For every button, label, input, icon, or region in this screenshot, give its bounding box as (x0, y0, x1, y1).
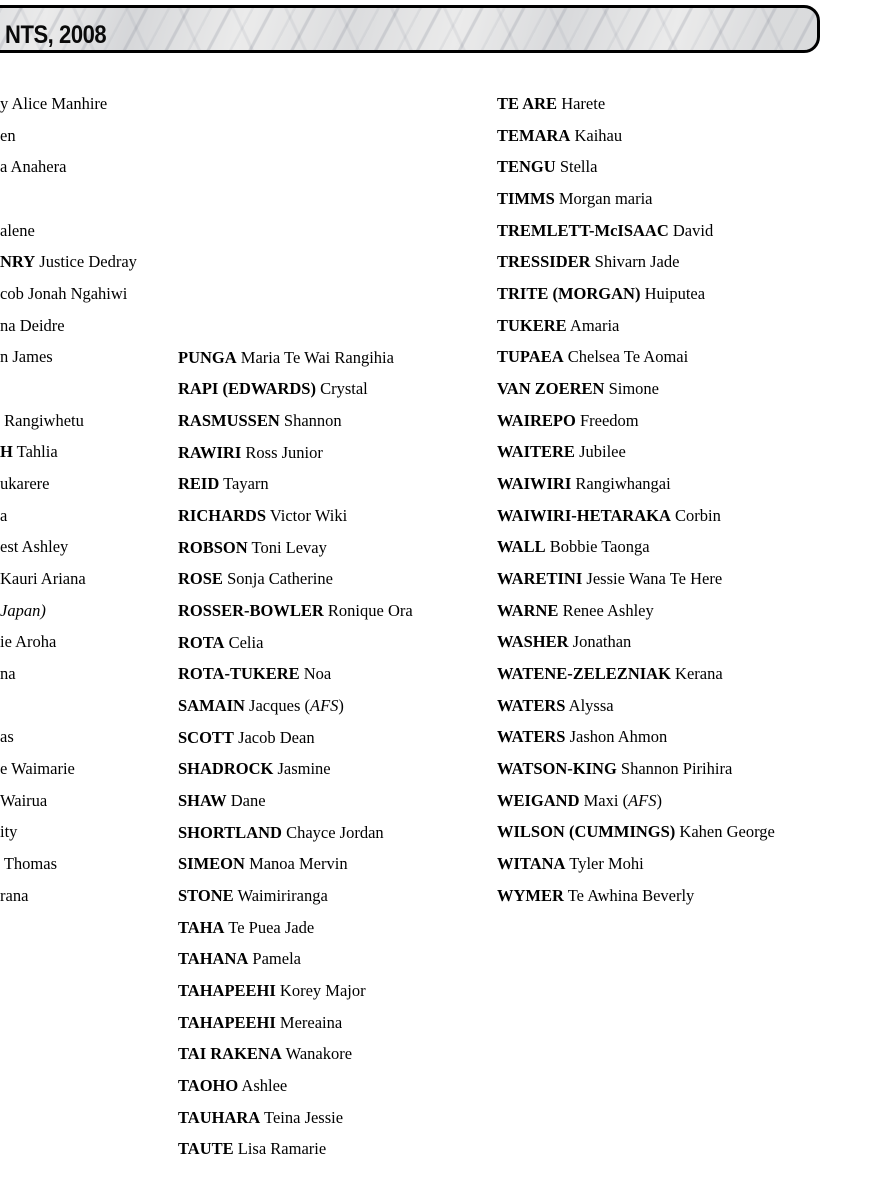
surname: WILSON (CUMMINGS) (497, 822, 676, 842)
name-line (497, 405, 887, 437)
name-fragment-line (0, 531, 176, 563)
surname: WATENE-ZELEZNIAK (497, 664, 671, 684)
name-line (497, 120, 887, 152)
given-names: Crystal (315, 379, 368, 399)
surname: TAOHO (178, 1075, 239, 1095)
name-fragment-line (0, 215, 176, 247)
given-names: na Deidre (0, 315, 65, 335)
given-names: y Alice Manhire (0, 94, 108, 113)
surname: ROTA (178, 632, 225, 652)
given-names: Justice Dedray (35, 252, 137, 272)
given-names: Maria Te Wai Rangihia (236, 347, 394, 367)
name-line (178, 500, 496, 532)
given-names: n James (0, 347, 53, 367)
name-column-left (0, 88, 176, 911)
surname: VAN ZOEREN (497, 379, 605, 399)
name-fragment-line (0, 721, 176, 753)
surname: RASMUSSEN (178, 410, 280, 430)
name-column-middle (178, 342, 496, 1165)
surname: WITANA (497, 854, 566, 874)
name-fragment-line (0, 310, 176, 342)
name-line (178, 1070, 496, 1102)
name-line (497, 151, 887, 183)
given-names: en (0, 125, 16, 145)
given-names: Freedom (575, 410, 639, 430)
name-line (497, 880, 887, 912)
given-names: Victor Wiki (266, 505, 348, 525)
name-fragment-line (0, 373, 176, 405)
given-names: David (668, 220, 714, 240)
given-names: Mereaina (275, 1012, 343, 1032)
given-names: Tayarn (219, 474, 269, 494)
name-line (497, 278, 887, 310)
italic-note: AFS (309, 695, 339, 715)
given-names: Noa (299, 664, 332, 684)
given-names: Pamela (248, 949, 301, 969)
name-fragment-line (0, 690, 176, 722)
given-names: Bobbie Taonga (545, 537, 650, 557)
name-line (497, 373, 887, 405)
name-line (497, 246, 887, 278)
surname: WAIREPO (497, 410, 576, 430)
name-fragment-line (0, 658, 176, 690)
name-line (178, 658, 496, 690)
name-line (178, 405, 496, 437)
name-line (178, 627, 496, 659)
name-line (178, 532, 496, 564)
name-line (497, 341, 887, 373)
surname: TIMMS (497, 189, 555, 209)
name-line (178, 943, 496, 975)
given-names: ie Aroha (0, 632, 57, 652)
name-line (178, 975, 496, 1007)
surname: TAHA (178, 917, 225, 937)
surname: WYMER (497, 885, 564, 905)
surname: SCOTT (178, 727, 234, 747)
name-line (178, 722, 496, 754)
name-fragment-line (0, 753, 176, 785)
surname: TAUHARA (178, 1107, 261, 1127)
surname: TUPAEA (497, 347, 564, 367)
given-names: Korey Major (275, 980, 366, 1000)
name-line (497, 690, 887, 722)
given-names: Kahen George (675, 822, 775, 842)
surname: WATERS (497, 727, 566, 747)
given-names: as (0, 727, 14, 747)
name-line (497, 88, 887, 120)
given-names: a Anahera (0, 157, 67, 177)
given-names: Jacob Dean (233, 727, 315, 747)
given-names: Renee Ashley (558, 600, 654, 620)
given-names: Shannon Pirihira (616, 759, 733, 779)
name-line (178, 785, 496, 817)
given-names: Te Puea Jade (224, 917, 315, 937)
italic-note: AFS (628, 790, 657, 810)
surname: ROBSON (178, 537, 248, 557)
given-names: Teina Jessie (260, 1107, 344, 1127)
given-names: Tahlia (12, 442, 58, 462)
name-line (497, 436, 887, 468)
surname: TAHAPEEHI (178, 980, 276, 1000)
name-line (178, 1102, 496, 1134)
surname: WAITERE (497, 442, 575, 462)
name-column-right (497, 88, 887, 911)
name-fragment-line (0, 88, 176, 120)
surname: H (0, 442, 13, 462)
given-names: Thomas (0, 854, 57, 874)
name-line (497, 183, 887, 215)
surname: TAI RAKENA (178, 1044, 282, 1064)
name-fragment-line (0, 120, 176, 152)
name-fragment-line (0, 595, 176, 627)
surname: TRITE (MORGAN) (497, 284, 641, 304)
surname: ROSSER-BOWLER (178, 600, 324, 620)
given-names: Chelsea Te Aomai (563, 347, 689, 367)
name-fragment-line (0, 626, 176, 658)
given-names: ity (0, 822, 18, 842)
given-names: Jashon Ahmon (565, 727, 668, 747)
name-line (178, 468, 496, 500)
surname: RICHARDS (178, 505, 267, 525)
given-names: Jacques ( (244, 695, 310, 715)
given-names: Jasmine (273, 759, 331, 779)
given-names: rana (0, 885, 29, 905)
given-names: Wairua (0, 790, 48, 810)
surname: SHADROCK (178, 759, 274, 779)
surname: TRESSIDER (497, 252, 591, 272)
name-fragment-line (0, 468, 176, 500)
given-names: alene (0, 220, 35, 240)
name-line (497, 531, 887, 563)
given-names: Manoa Mervin (244, 854, 348, 874)
given-names: Kerana (670, 664, 723, 684)
name-fragment-line (0, 183, 176, 215)
given-names: Toni Levay (247, 537, 327, 557)
surname: WAIWIRI-HETARAKA (497, 505, 671, 525)
given-names: Shannon (279, 410, 342, 430)
surname: WARETINI (497, 569, 583, 589)
surname: WALL (497, 537, 546, 557)
surname: RAWIRI (178, 442, 242, 462)
given-names: Harete (557, 94, 606, 113)
given-names: a (0, 505, 8, 525)
name-fragment-line (0, 151, 176, 183)
given-names: Jonathan (568, 632, 632, 652)
name-line (178, 1133, 496, 1165)
page-title: NTS, 2008 (5, 21, 107, 49)
given-names: Wanakore (281, 1044, 353, 1064)
name-fragment-line (0, 563, 176, 595)
given-names: Te Awhina Beverly (563, 885, 695, 905)
surname: TEMARA (497, 125, 571, 145)
name-line (497, 848, 887, 880)
given-names: Kaihau (570, 125, 623, 145)
name-line (178, 373, 496, 405)
name-line (178, 437, 496, 469)
name-line (497, 500, 887, 532)
name-fragment-line (0, 246, 176, 278)
given-names: est Ashley (0, 537, 69, 557)
name-line (497, 785, 887, 817)
name-line (497, 626, 887, 658)
surname: NRY (0, 252, 36, 272)
given-names: e Waimarie (0, 759, 75, 779)
given-names: Morgan maria (554, 189, 653, 209)
surname: SAMAIN (178, 695, 245, 715)
name-line (178, 595, 496, 627)
name-fragment-line (0, 816, 176, 848)
given-names: cob Jonah Ngahiwi (0, 284, 128, 304)
name-line (178, 1007, 496, 1039)
surname: TAUTE (178, 1139, 234, 1159)
given-names: Corbin (670, 505, 721, 525)
surname: REID (178, 474, 220, 494)
surname: WAIWIRI (497, 474, 572, 494)
name-line (178, 342, 496, 374)
name-fragment-line (0, 436, 176, 468)
given-names: Tyler Mohi (565, 854, 644, 874)
page-header-banner (0, 5, 820, 53)
given-names: Kauri Ariana (0, 569, 86, 589)
name-fragment-line (0, 405, 176, 437)
given-names: Shivarn Jade (590, 252, 680, 272)
given-names: ) (338, 695, 344, 715)
given-names: Alyssa (565, 695, 614, 715)
given-names: Dane (226, 790, 266, 810)
given-names: Stella (555, 157, 598, 177)
surname: ROTA-TUKERE (178, 664, 300, 684)
given-names: Ashlee (238, 1075, 288, 1095)
surname: STONE (178, 885, 234, 905)
name-line (178, 817, 496, 849)
given-names: Rangiwhetu (0, 410, 84, 430)
name-line (178, 753, 496, 785)
given-names: Rangiwhangai (571, 474, 671, 494)
given-names: Jubilee (574, 442, 626, 462)
given-names: Chayce Jordan (281, 822, 384, 842)
given-names: Simone (604, 379, 659, 399)
name-line (497, 753, 887, 785)
given-names: Amaria (566, 315, 620, 335)
name-line (497, 468, 887, 500)
given-names: Jessie Wana Te Here (582, 569, 723, 589)
surname: SIMEON (178, 854, 245, 874)
name-line (497, 658, 887, 690)
name-fragment-line (0, 880, 176, 912)
surname: TUKERE (497, 315, 567, 335)
name-fragment-line (0, 341, 176, 373)
name-fragment-line (0, 500, 176, 532)
surname: WATERS (497, 695, 566, 715)
name-line (497, 816, 887, 848)
given-names: Celia (224, 632, 264, 652)
name-line (497, 595, 887, 627)
surname: TREMLETT-McISAAC (497, 220, 669, 240)
given-names: Ross Junior (241, 442, 323, 462)
surname: TENGU (497, 157, 556, 177)
surname: WARNE (497, 600, 559, 620)
given-names: Ronique Ora (323, 600, 413, 620)
surname: TAHANA (178, 949, 249, 969)
surname: TAHAPEEHI (178, 1012, 276, 1032)
name-line (178, 1038, 496, 1070)
italic-note: Japan) (0, 600, 46, 620)
given-names: Lisa Ramarie (233, 1139, 327, 1159)
name-line (178, 880, 496, 912)
name-fragment-line (0, 278, 176, 310)
surname: ROSE (178, 569, 223, 589)
given-names: Waimiriranga (233, 885, 328, 905)
name-line (497, 310, 887, 342)
given-names: na (0, 664, 16, 684)
name-line (497, 215, 887, 247)
name-line (178, 848, 496, 880)
given-names: Huiputea (640, 284, 706, 304)
surname: WATSON-KING (497, 759, 617, 779)
surname: RAPI (EDWARDS) (178, 379, 316, 399)
name-line (497, 563, 887, 595)
surname: PUNGA (178, 347, 237, 367)
name-line (178, 563, 496, 595)
surname: WEIGAND (497, 790, 580, 810)
surname: SHORTLAND (178, 822, 282, 842)
surname: WASHER (497, 632, 569, 652)
surname: SHAW (178, 790, 227, 810)
given-names: ) (656, 790, 663, 810)
name-fragment-line (0, 785, 176, 817)
name-fragment-line (0, 848, 176, 880)
surname: TE ARE (497, 94, 558, 113)
name-line (178, 690, 496, 722)
given-names: Maxi ( (579, 790, 629, 810)
name-line (497, 721, 887, 753)
name-line (178, 912, 496, 944)
given-names: Sonja Catherine (222, 569, 333, 589)
given-names: ukarere (0, 474, 50, 494)
